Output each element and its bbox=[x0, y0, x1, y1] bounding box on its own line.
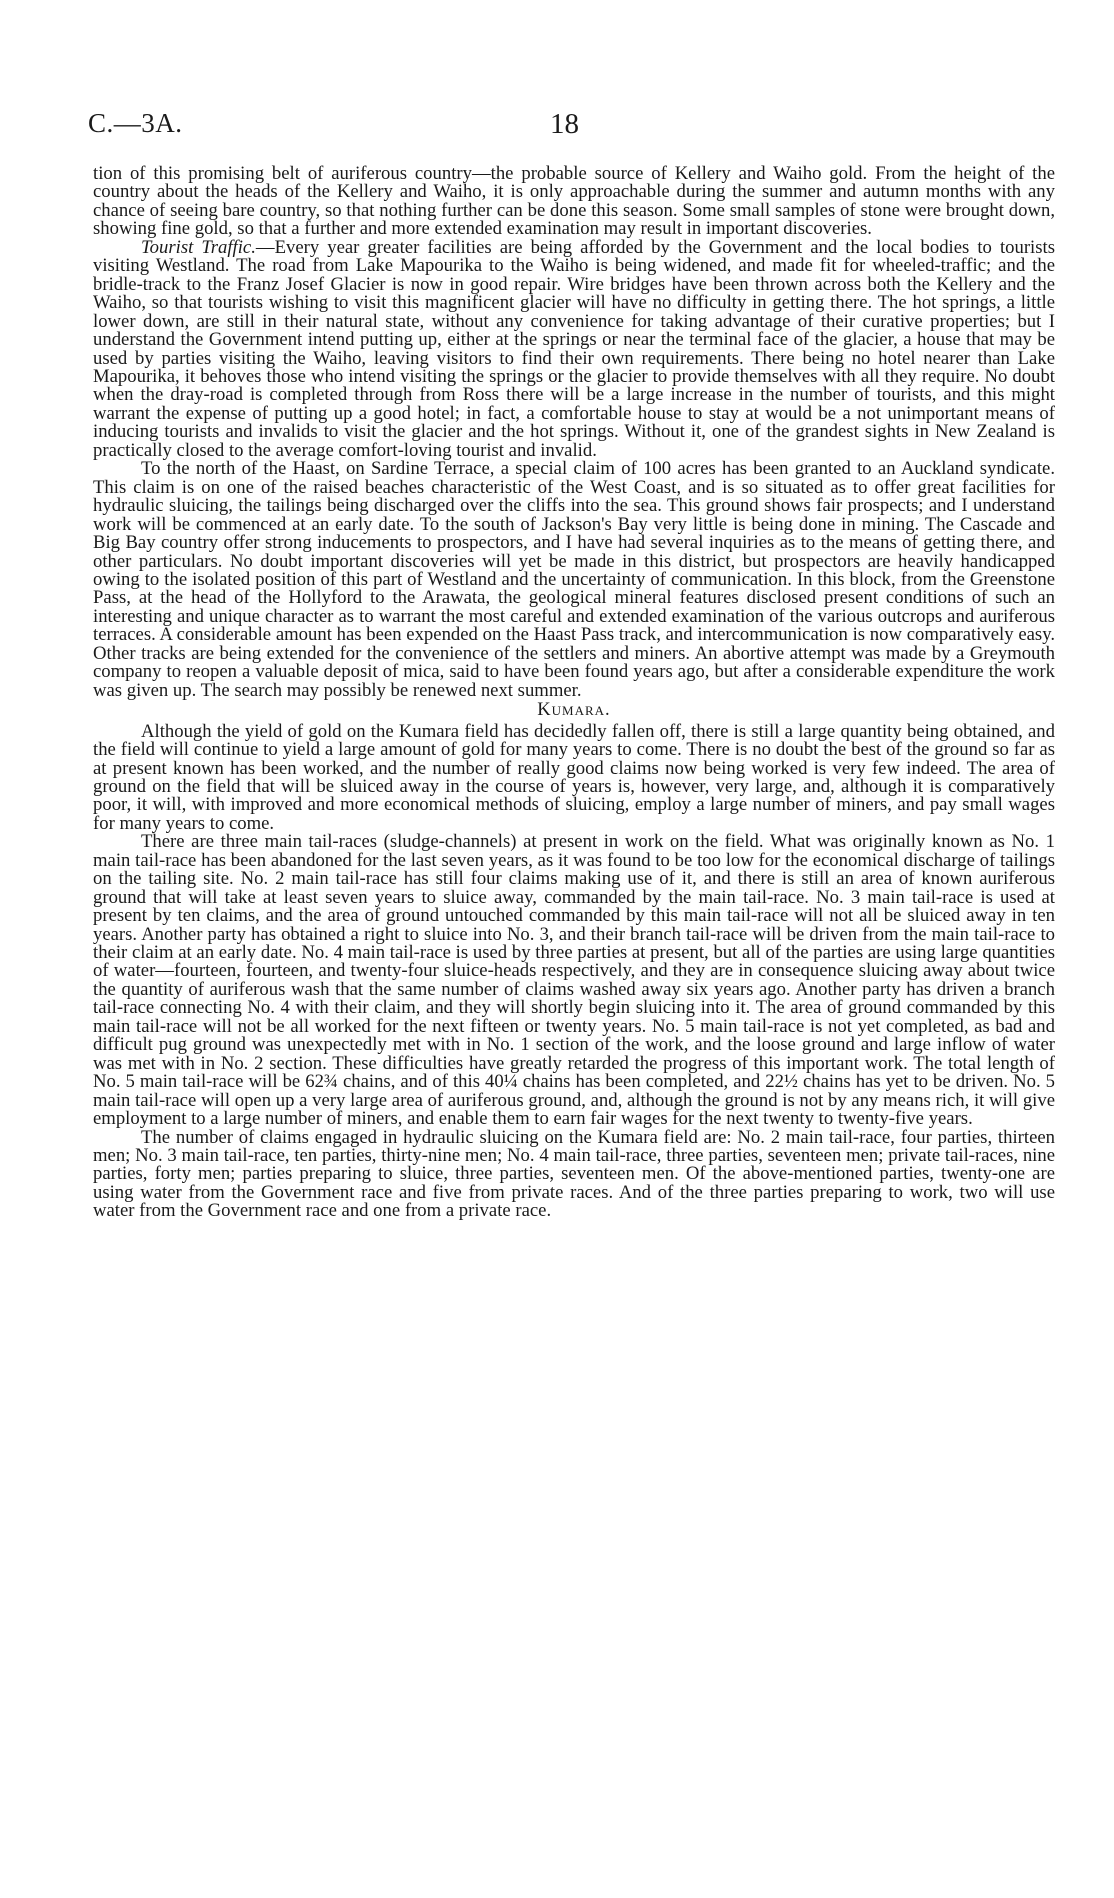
paragraph-text: tion of this promising belt of auriferous country—the probable source of Kellery and Waiho gold. From the height of the country about the heads of the Kellery and Waiho, it is only approachable during the summer and autumn months with any chance of seeing bare country, so that nothing further can be done this season. Some small samples of stone were brought down, showing fine gold, so that a further and more extended examination may result in important discoveries. bbox=[93, 163, 1055, 240]
paragraph-lead-heading: Tourist Traffic. bbox=[141, 236, 256, 258]
page-header bbox=[88, 108, 1048, 148]
paragraph-tourist-traffic bbox=[93, 236, 1055, 461]
paragraph-text: —Every year greater facilities are being afforded by the Government and the local bodies to tourists visiting Westland. The road from Lake Mapourika to the Waiho is being widened, and made fit for wheeled-traffic; and the bridle-track to the Franz Josef Glacier is now in good repair. Wire bridges have been thrown across both the Kellery and the Waiho, so that tourists wishing to visit this magnificent glacier will have no difficulty in getting there. The hot springs, a little lower down, are still in their natural state, without any convenience for taking advantage of their curative properties; but I understand the Government intend putting up, either at the springs or near the terminal face of the glacier, a house that may be used by parties visiting the Waiho, leaving visitors to find their own requirements. There being no hotel nearer than Lake Mapourika, it behoves those who intend visiting the springs or the glacier to provide themselves with all they require. No doubt when the dray-road is completed through from Ross there will be a large increase in the number of tourists, and this might warrant the expense of putting up a good hotel; in fact, a comfortable house to stay at would be a not unimportant means of inducing tourists and invalids to visit the glacier and the hot springs. Without it, one of the grandest sights in New Zealand is practically closed to the average comfort-loving tourist and invalid. bbox=[93, 236, 1055, 461]
paragraph-text: To the north of the Haast, on Sardine Terrace, a special claim of 100 acres has been granted to an Auckland syndicate. This claim is on one of the raised beaches characteristic of the West Coast, and is so situated as to offer great facilities for hydraulic sluicing, the tailings being discharged over the cliffs into the sea. This ground shows fair prospects; and I understand work will be commenced at an early date. To the south of Jackson's Bay very little is being done in mining. The Cascade and Big Bay country offer strong inducements to prospectors, and I have had several inquiries as to the means of getting there, and other particulars. No doubt important discoveries will yet be made in this district, but prospectors are heavily handicapped owing to the isolated position of this part of Westland and the uncertainty of communication. In this block, from the Greenstone Pass, at the head of the Hollyford to the Arawata, the geological mineral features disclosed present conditions of such an interesting and unique character as to warrant the most careful and extended examination of the various outcrops and auriferous terraces. A considerable amount has been expended on the Haast Pass track, and intercommunication is now comparatively easy. Other tracks are being extended for the convenience of the settlers and miners. An abortive attempt was made by a Greymouth company to reopen a valuable deposit of mica, said to have been found years ago, but after a considerable expenditure the work was given up. The search may possibly be renewed next summer. bbox=[93, 458, 1055, 701]
document-reference: C.—3A. bbox=[88, 108, 183, 138]
paragraph-kumara-yield: Although the yield of gold on the Kumara field has decidedly fallen off, there is still a large quantity being obtained, and the field will continue to yield a large amount of gold for many years to come. There is no doubt the best of the ground so far as at present known has been worked, and the number of really good claims now being worked is very few indeed. The area of ground on the field that will be sluiced away in the course of years is, however, very large, and, although it is comparatively poor, it will, with improved and more economical methods of sluicing, employ a large number of miners, and pay small wages for many years to come. bbox=[93, 720, 1055, 834]
paragraph-kumara-claims: The number of claims engaged in hydraulic sluicing on the Kumara field are: No. 2 main tail-race, four parties, thirteen men; No. 3 main tail-race, ten parties, thirty-nine men; No. 4 main tail-race, three parties, seventeen men; private tail-races, nine parties, forty men; parties preparing to sluice, three parties, seventeen men. Of the above-mentioned parties, twenty-one are using water from the Government race and five from private races. And of the three parties preparing to work, two will use water from the Government race and one from a private race. bbox=[93, 1126, 1055, 1222]
paragraph-kumara-tail-races: There are three main tail-races (sludge-channels) at present in work on the field. What was originally known as No. 1 main tail-race has been abandoned for the last seven years, as it was found to be too low for the economical discharge of tailings on the tailing site. No. 2 main tail-race has still four claims making use of it, and there is still an area of known auriferous ground that will take at least seven years to sluice away, commanded by the main tail-race. No. 3 main tail-race is used at present by ten claims, and the area of ground untouched commanded by this main tail-race will not all be sluiced away in ten years. Another party has obtained a right to sluice into No. 3, and their branch tail-race will be driven from the main tail-race to their claim at an early date. No. 4 main tail-race is used by three parties at present, but all of the parties are using large quantities of water—fourteen, fourteen, and twenty-four sluice-heads respectively, and they are in consequence sluicing away about twice the quantity of auriferous wash that the same number of claims washed away six years ago. Another party has driven a branch tail-race connecting No. 4 with their claim, and they will shortly begin sluicing into it. The area of ground commanded by this main tail-race will not be all worked for the next fifteen or twenty years. No. 5 main tail-race is not yet completed, as bad and difficult pug ground was unexpectedly met with in No. 1 section of the work, and the loose ground and large inflow of water was met with in No. 2 section. These difficulties have greatly retarded the progress of this important work. The total length of No. 5 main tail-race will be 62¾ chains, and of this 40¼ chains has been completed, and 22½ chains has yet to be driven. No. 5 main tail-race will open up a very large area of auriferous ground, and, although the ground is not by any means rich, it will give employment to a large number of miners, and enable them to earn fair wages for the next twenty to twenty-five years. bbox=[93, 831, 1055, 1130]
page-number: 18 bbox=[550, 108, 579, 140]
paragraph-continuation bbox=[93, 165, 1055, 239]
section-heading-kumara: Kumara. bbox=[537, 700, 611, 721]
paragraph-haast bbox=[93, 460, 1055, 700]
page-body bbox=[93, 165, 1055, 1221]
